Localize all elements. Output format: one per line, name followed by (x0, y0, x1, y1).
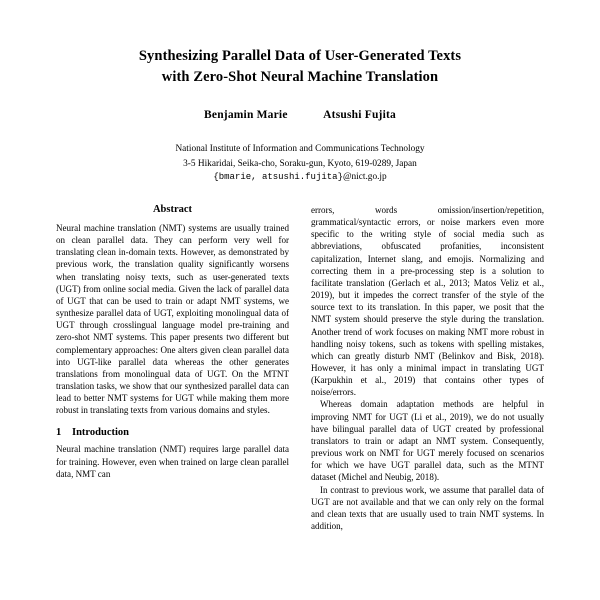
title-line-2: with Zero-Shot Neural Machine Translation (161, 68, 439, 85)
right-paragraph-2: Whereas domain adaptation methods are helpful in improving NMT for UGT (Li et al., 2019), we do not usually have bilingual parallel data of UGT created by professional translators to train or adapt an NMT system. Consequently, previous work on NMT for UGT merely focused on scenarios for which we have UGT parallel data, such as the MTNT dataset (Michel and Neubig, 2018). (311, 399, 544, 483)
left-column (56, 204, 289, 532)
email-local-part: {bmarie, atsushi.fujita} (213, 171, 343, 182)
author-first: Benjamin Marie (204, 109, 288, 122)
author-list (56, 109, 544, 121)
affiliation-line-1: National Institute of Information and Communications Technology (175, 144, 425, 155)
affiliation-line-2: 3-5 Hikaridai, Seika-cho, Soraku-gun, Kyoto, 619-0289, Japan (183, 158, 417, 169)
page-title (56, 46, 544, 87)
abstract-text: Neural machine translation (NMT) systems are usually trained on clean parallel data. They can perform very well for translating clean in-domain texts. However, as demonstrated by previous work, the translation quality significantly worsens when translating noisy texts, such as user-generated texts (UGT) from online social media. Given the lack of parallel data of UGT that can be used to train or adapt NMT systems, we synthesize parallel data of UGT, exploiting monolingual data of UGT through crosslingual language model pre-training and zero-shot NMT systems. This paper presents two different but complementary approaches: One alters given clean parallel data into UGT-like parallel data whereas the other generates translations from monolingual data of UGT. On the MTNT translation tasks, we show that our synthesized parallel data can lead to better NMT systems for UGT while making them more robust in translating texts from various domains and styles. (56, 222, 289, 416)
abstract-heading: Abstract (152, 203, 193, 215)
introduction-text: Neural machine translation (NMT) requires large parallel data for training. However, even when trained on large clean parallel data, NMT can (56, 444, 289, 479)
right-paragraph-1: errors, words omission/insertion/repetition, grammatical/syntactic errors, or noise markers even more specific to the writing style of social media such as abbreviations, obfuscated profanities, inconsistent capitalization, Internet slang, and emojis. Normalizing and correcting them in a pre-processing step is a solution to facilitate translation (Gerlach et al., 2013; Matos Veliz et al., 2019), but it impedes the correct transfer of the style of the source text to its translation. In this paper, we posit that the NMT system should preserve the style during the translation. Another trend of work focuses on making NMT more robust in handling noisy tokens, such as tokens with spelling mistakes, which can greatly disturb NMT (Belinkov and Bisk, 2018). However, it has only a minimal impact in translating UGT (Karpukhin et al., 2019) that contains other types of noise/errors. (311, 204, 544, 398)
affiliation (56, 142, 544, 171)
right-column (311, 204, 544, 532)
introduction-heading (56, 427, 289, 438)
email-domain: @nict.go.jp (342, 171, 387, 182)
right-paragraph-3: In contrast to previous work, we assume that parallel data of UGT are not available and that we can only rely on the formal and clean texts that are usually used to train NMT systems. In addition, (311, 484, 544, 532)
introduction-number: 1 (56, 427, 62, 439)
introduction-label: Introduction (72, 427, 129, 439)
author-second: Atsushi Fujita (323, 109, 396, 122)
title-line-1: Synthesizing Parallel Data of User-Generated Texts (138, 48, 462, 64)
body-columns (56, 204, 544, 532)
contact-email (56, 172, 544, 182)
